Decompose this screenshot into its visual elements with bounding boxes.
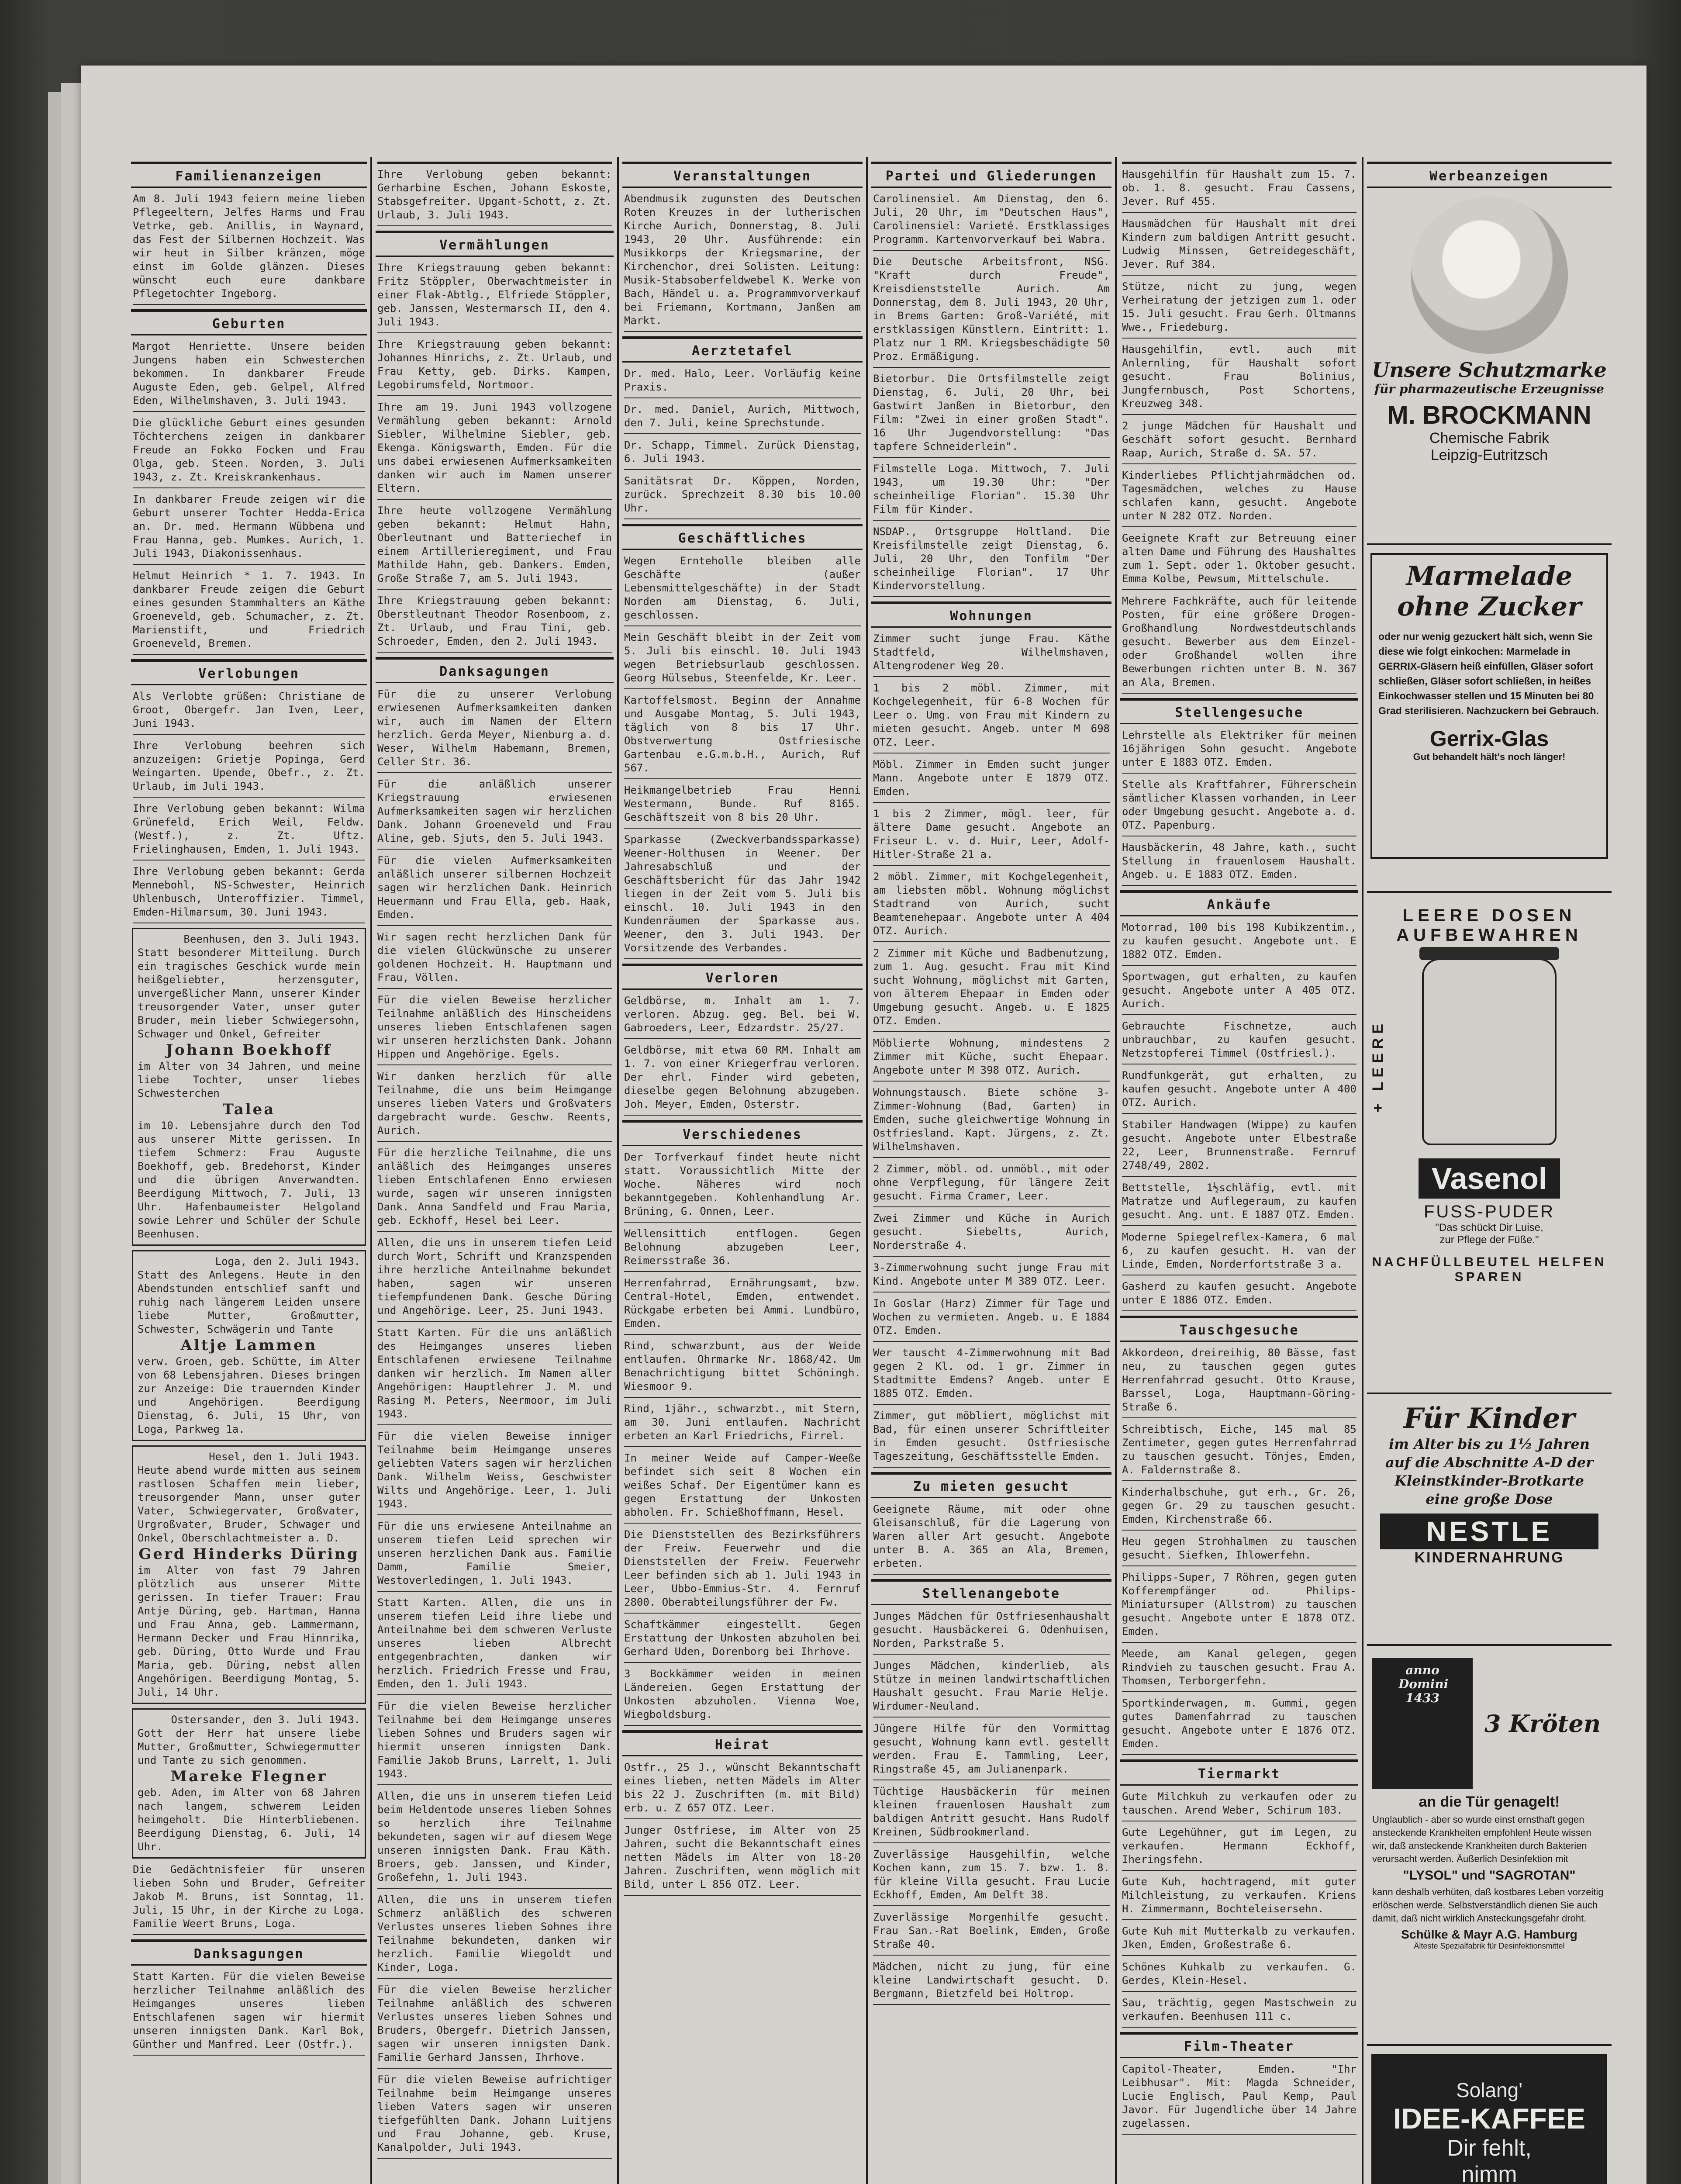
vasenol-brand: Vasenol — [1419, 1158, 1560, 1199]
gerrix-frame — [1370, 553, 1608, 859]
vasenol-product: FUSS-PUDER — [1423, 1202, 1555, 1221]
vasenol-ad — [1367, 906, 1612, 1394]
column-rule — [866, 157, 868, 2184]
section-heading: Stellenangebote — [871, 1579, 1111, 1605]
brockmann-name: M. BROCKMANN — [1387, 401, 1591, 429]
ad-item: Capitol-Theater, Emden. "Ihr Leibhusar". Mit: Magda Schneider, Lucie Englisch, Paul Kemp, Paul Javor. Für Jugendliche über 14 Jahre zugelassen. — [1122, 2063, 1357, 2135]
ad-item: Möbl. Zimmer in Emden sucht junger Mann. Angebote unter E 1879 OTZ. Emden. — [873, 758, 1110, 803]
ad-item: Die Gedächtnisfeier für unseren lieben Sohn und Bruder, Gefreiter Jakob M. Bruns, ist Sonntag, 11. Juli, 15 Uhr, in der Kirche zu Loga. Familie Weert Bruns, Loga. — [133, 1863, 365, 1935]
section-heading: Aerztetafel — [622, 336, 863, 363]
lysol-ad — [1367, 1654, 1612, 2046]
ad-item: Hausmädchen für Haushalt mit drei Kindern zum baldigen Antritt gesucht. Ludwig Minssen, Getreidegeschäft, Jever. Ruf 384. — [1122, 217, 1357, 276]
anno-domini-badge: anno Domini 1433 — [1398, 1663, 1449, 1705]
ad-item: Für die zu unserer Verlobung erwiesenen Aufmerksamkeiten danken wir, auch im Namen der Eltern herzlich. Gerda Meyer, Nienburg a. d. Weser, Wilhelm Habemann, Bremen, Celler Str. 36. — [377, 688, 612, 773]
kaffee-l1: Solang' — [1456, 2079, 1522, 2101]
ad-item: NSDAP., Ortsgruppe Holtland. Die Kreisfilmstelle zeigt Dienstag, 6. Juli, 20 Uhr, den Tonfilm "Der scheinheilige Florian". 17 Uhr Kindervorstellung. — [873, 525, 1110, 597]
column-rule — [1115, 157, 1117, 2184]
ad-item: Rind, 1jähr., schwarzbt., mit Stern, am 30. Juni entlaufen. Nachricht erbeten an Karl Friedrichs, Firrel. — [624, 1402, 861, 1447]
ad-item: Für die vielen Beweise inniger Teilnahme beim Heimgange unseres geliebten Vaters sagen wir herzlichen Dank. Wilhelm Weiss, Geschwister Wilts und Angehörige. Leer, 1. Juli 1943. — [377, 1430, 612, 1515]
obituary-name: Mareke Flegner — [170, 1768, 328, 1785]
ad-item: Sportwagen, gut erhalten, zu kaufen gesucht. Angebote unter A 405 OTZ. Aurich. — [1122, 970, 1357, 1015]
nestle-product: KINDERNAHRUNG — [1414, 1549, 1564, 1566]
obituary-dateline: Loga, den 2. Juli 1943. — [215, 1255, 360, 1268]
obituary — [132, 1708, 366, 1859]
obituary-dateline: Beenhusen, den 3. Juli 1943. — [183, 933, 360, 945]
ad-item: 2 Zimmer, möbl. od. unmöbl., mit oder ohne Verpflegung, für längere Zeit gesucht. Firma Cramer, Leer. — [873, 1162, 1110, 1207]
section-heading: Film-Theater — [1120, 2032, 1358, 2058]
ad-item: Für die vielen Beweise herzlicher Teilnahme anläßlich des Hinscheidens unseres lieben Entschlafenen sagen wir unseren herzlichsten Dank. Johann Hippen und Angehörige. Egels. — [377, 993, 612, 1065]
gerrix-title1: Marmelade — [1406, 561, 1573, 591]
ad-item: 1 bis 2 Zimmer, mögl. leer, für ältere Dame gesucht. Angebote an Friseur L. v. d. Huir, Leer, Adolf-Hitler-Straße 21 a. — [873, 807, 1110, 866]
ad-item: Statt Karten. Für die uns anläßlich des Heimganges unseres lieben Entschlafenen erwiesene Teilnahme danken wir herzlich. Im Namen aller Angehörigen: Hauptlehrer J. M. und Rasing M. Peters, Neermoor, im Juli 1943. — [377, 1326, 612, 1425]
ad-item: 2 möbl. Zimmer, mit Kochgelegenheit, am liebsten möbl. Wohnung möglichst Stadtrand von Aurich, sucht Beamtenehepaar. Angebote unter A 404 OTZ. Aurich. — [873, 870, 1110, 942]
section-heading: Partei und Gliederungen — [871, 162, 1111, 188]
ad-item: In meiner Weide auf Camper-Weeße befindet sich seit 8 Wochen ein weißes Schaf. Der Eigentümer kann es gegen Erstattung der Unkosten abholen. Fr. Schießhoffmann, Hesel. — [624, 1451, 861, 1524]
gerrix-brand: Gerrix-Glas — [1429, 726, 1549, 751]
ad-item: Zimmer, gut möbliert, möglichst mit Bad, für einen unserer Schriftleiter in Emden gesucht. Ostfriesische Tageszeitung, Geschäftsstelle Emden. — [873, 1409, 1110, 1468]
ad-item: Für die vielen Beweise aufrichtiger Teilnahme beim Heimgange unseres lieben Vaters sagen wir unseren tiefgefühlten Dank. Johann Luitjens und Frau Johanne, geb. Kruse, Kanalpolder, Juli 1943. — [377, 2073, 612, 2159]
section-heading: Veranstaltungen — [622, 162, 863, 188]
ad-item: Ostfr., 25 J., wünscht Bekanntschaft eines lieben, netten Mädels im Alter bis 22 J. Zuschriften (m. mit Bild) erb. u. Z 657 OTZ. Leer. — [624, 1761, 861, 1819]
ad-item: 2 Zimmer mit Küche und Badbenutzung, zum 1. Aug. gesucht. Frau mit Kind sucht Wohnung, möglichst mit Garten, von älterem Ehepaar in Emden oder Umgebung gesucht. Angeb. u. E 1825 OTZ. Emden. — [873, 947, 1110, 1032]
ad-item: Meede, am Kanal gelegen, gegen Rindvieh zu tauschen gesucht. Frau A. Thomsen, Terborgerfehn. — [1122, 1647, 1357, 1692]
ad-item: Ihre Kriegstrauung geben bekannt: Johannes Hinrichs, z. Zt. Urlaub, und Frau Ketty, geb. Dirks. Kampen, Legobirumsfeld, Nortmoor. — [377, 338, 612, 396]
column-5 — [1120, 157, 1358, 2184]
ad-item: Sanitätsrat Dr. Köppen, Norden, zurück. Sprechzeit 8.30 bis 10.00 Uhr. — [624, 474, 861, 519]
door-with-toads-icon — [1372, 1658, 1473, 1789]
obituary-dateline: Ostersander, den 3. Juli 1943. — [171, 1714, 360, 1726]
ad-item: Hausgehilfin für Haushalt zum 15. 7. ob. 1. 8. gesucht. Frau Cassens, Jever. Ruf 455. — [1122, 162, 1357, 213]
ad-item: Die Deutsche Arbeitsfront, NSG. "Kraft durch Freude", Kreisdienststelle Aurich. Am Donnerstag, dem 8. Juli 1943, 20 Uhr, in Brems Garten: Groß-Variété, mit erstklassigen Künstlern. Eintritt: 1. Platz nur 1 RM. Kriegsbeschädigte 50 Proz. Ermäßigung. — [873, 255, 1110, 368]
section-heading: Vermählungen — [376, 231, 614, 257]
ad-item: Heikmangelbetrieb Frau Henni Westermann, Bunde. Ruf 8165. Geschäftszeit von 8 bis 20 Uhr. — [624, 784, 861, 829]
ad-item: Helmut Heinrich * 1. 7. 1943. In dankbarer Freude zeigen die Geburt eines gesunden Stammhalters an Käthe Groeneveld, geb. Schumacher, z. Zt. Marienstift, und Friedrich Groeneveld, Bremen. — [133, 569, 365, 655]
ad-item: Für die vielen Aufmerksamkeiten anläßlich unserer silbernen Hochzeit sagen wir herzlichen Dank. Heinrich Heuermann und Frau Ella, geb. Haak, Emden. — [377, 854, 612, 926]
ad-item: Bettstelle, 1½schläfig, evtl. mit Matratze und Auflegeraum, zu kaufen gesucht. Ang. unt. E 1887 OTZ. Emden. — [1122, 1181, 1357, 1226]
ad-item: Geldbörse, m. Inhalt am 1. 7. verloren. Abzug. geg. Bel. bei W. Gabroeders, Leer, Edzardstr. 25/27. — [624, 994, 861, 1039]
ad-item: 1 bis 2 möbl. Zimmer, mit Kochgelegenheit, für 6-8 Wochen für Leer o. Umg. von Frau mit Kindern zu mieten gesucht. Angeb. unter M 698 OTZ. Leer. — [873, 681, 1110, 753]
ad-item: Zuverlässige Morgenhilfe gesucht. Frau San.-Rat Boelink, Emden, Große Straße 40. — [873, 1911, 1110, 1956]
newspaper-page — [81, 66, 1646, 2184]
vasenol-ring-top: LEERE DOSEN AUFBEWAHREN — [1396, 906, 1582, 945]
section-heading: Verlobungen — [131, 659, 367, 685]
obituary-name: Johann Boekhoff — [166, 1041, 332, 1059]
lady-with-tin-icon — [1422, 958, 1557, 1145]
brockmann-sub: für pharmazeutische Erzeugnisse — [1374, 382, 1604, 396]
ad-item: Ihre Kriegstrauung geben bekannt: Fritz Stöppler, Oberwachtmeister in einer Flak-Abtlg., Elfriede Stöppler, geb. Janssen, Westermarsch II, den 4. Juli 1943. — [377, 261, 612, 333]
ad-item: Gute Legehühner, gut im Legen, zu verkaufen. Hermann Eckhoff, Iheringsfehn. — [1122, 1826, 1357, 1871]
obituary-text: Statt des Anlegens. Heute in den Abendstunden entschlief sanft und ruhig nach längerem Leiden unsere liebe Mutter, Großmutter, Schwester, Schwägerin und Tante — [138, 1269, 360, 1335]
ad-item: Die glückliche Geburt eines gesunden Töchterchens zeigen in dankbarer Freude an Fokko Focken und Frau Olga, geb. Steen. Norden, 3. Juli 1943, z. Zt. Kreiskrankenhaus. — [133, 416, 365, 488]
ad-item: Wir sagen recht herzlichen Dank für die vielen Glückwünsche zu unserer goldenen Hochzeit. H. Hauptmann und Frau, Völlen. — [377, 930, 612, 989]
section-heading: Verschiedenes — [622, 1120, 863, 1146]
lysol-body: Unglaublich - aber so wurde einst ernsthaft gegen ansteckende Krankheiten empfohlen! Heute wissen wir, daß ansteckende Krankheiten durch Bakterien verursacht werden. Äußerlich Desinfektion mit — [1372, 1814, 1591, 1864]
obituary — [132, 928, 366, 1246]
ad-item: 3 Bockkämmer weiden in meinen Ländereien. Gegen Erstattung der Unkosten abzuholen. Vienna Woe, Wiegboldsburg. — [624, 1667, 861, 1726]
vasenol-tag2: zur Pflege der Füße." — [1439, 1234, 1539, 1246]
ad-item: Als Verlobte grüßen: Christiane de Groot, Obergefr. Jan Iven, Leer, Juni 1943. — [133, 690, 365, 735]
ad-item: Stabiler Handwagen (Wippe) zu kaufen gesucht. Angebote unter Elbestraße 22, Leer, Brunnenstraße. Fernruf 2748/49, 2802. — [1122, 1118, 1357, 1177]
ad-item: Allen, die uns in unserem tiefen Leid durch Wort, Schrift und Kranzspenden ihre herzliche Anteilnahme bekundet haben, sagen wir unseren tiefempfundenen Dank. Gesche Düring und Angehörige. Leer, 25. Juni 1943. — [377, 1236, 612, 1322]
section-heading: Ankäufe — [1120, 890, 1358, 916]
ad-item: Zimmer sucht junge Frau. Käthe Stadtfeld, Wilhelmshaven, Altengrodener Weg 20. — [873, 632, 1110, 677]
ad-item: Die Dienststellen des Bezirksführers der Freiw. Feuerwehr und die Dienststellen der Freiw. Feuerwehr Leer befinden sich ab 1. Juli 1943 in Leer, Ubbo-Emmius-Str. 4. Fernruf 2800. Oberabteilungsführer der Fw. — [624, 1528, 861, 1614]
obituary-name: Altje Lammen — [180, 1337, 318, 1354]
nestle-brand: NESTLE — [1380, 1514, 1598, 1549]
ad-item: Ihre Kriegstrauung geben bekannt: Oberstleutnant Theodor Rosenboom, z. Zt. Urlaub, und Frau Tini, geb. Schroeder, Emden, den 2. Juli 1943. — [377, 594, 612, 653]
obituary — [132, 1250, 366, 1441]
ad-item: Allen, die uns in unserem tiefen Schmerz anläßlich des schweren Verlustes unseres lieben Sohnes ihre Teilnahme bekundeten, danken wir herzlich. Familie Wiegoldt und Kinder, Loga. — [377, 1893, 612, 1979]
ad-item: Hausbäckerin, 48 Jahre, kath., sucht Stellung in frauenlosem Haushalt. Angeb. u. E 1883 OTZ. Emden. — [1122, 841, 1357, 886]
ad-item: Motorrad, 100 bis 198 Kubikzentim., zu kaufen gesucht. Angebote unt. E 1882 OTZ. Emden. — [1122, 921, 1357, 966]
ad-item: Wellensittich entflogen. Gegen Belohnung abzugeben Leer, Reimersstraße 36. — [624, 1227, 861, 1272]
kaffee-l3: Dir fehlt, — [1447, 2136, 1532, 2161]
lysol-body2: kann deshalb verhüten, daß kostbares Leben vorzeitig erlöschen werde. Selbstverständlich dienen Sie auch damit, daß nicht wirklich Ansteckungsgefahr droht. — [1372, 1887, 1604, 1924]
ad-item: Margot Henriette. Unsere beiden Jungens haben ein Schwesterchen bekommen. In dankbarer Freude Auguste Eden, geb. Gelpel, Alfred Eden, Wilhelmshaven, 3. Juli 1943. — [133, 340, 365, 412]
ad-item: Ihre Verlobung beehren sich anzuzeigen: Grietje Popinga, Gerd Weingarten. Upende, Obefr., z. Zt. Urlaub, im Juli 1943. — [133, 739, 365, 798]
ad-item: Stütze, nicht zu jung, wegen Verheiratung der jetzigen zum 1. oder 15. Juli gesucht. Frau Gerh. Oltmanns Wwe., Friedeburg. — [1122, 280, 1357, 339]
section-heading: Tauschgesuche — [1120, 1316, 1358, 1342]
section-heading: Danksagungen — [376, 657, 614, 683]
ad-item: Dr. med. Daniel, Aurich, Mittwoch, den 7. Juli, keine Sprechstunde. — [624, 403, 861, 434]
ad-item: Tüchtige Hausbäckerin für meinen kleinen frauenlosen Haushalt zum baldigen Antritt gesucht. Hans Rudolf Kreinen, Südbrookmerland. — [873, 1785, 1110, 1843]
ad-item: Junges Mädchen, kinderlieb, als Stütze in meinen landwirtschaftlichen Haushalt gesucht. Frau Marie Helje. Wirdumer-Neuland. — [873, 1659, 1110, 1717]
ad-item: Zuverlässige Hausgehilfin, welche Kochen kann, zum 15. 7. bzw. 1. 8. für kleine Villa gesucht. Frau Lucie Eckhoff, Emden, Am Delft 38. — [873, 1848, 1110, 1906]
ad-item: Hausgehilfin, evtl. auch mit Anlernling, für Haushalt sofort gesucht. Frau Bolinius, Jungfernbusch, Post Schortens, Kreuzweg 348. — [1122, 343, 1357, 415]
ad-item: Rind, schwarzbunt, aus der Weide entlaufen. Ohrmarke Nr. 1868/42. Um Benachrichtigung bittet Schöningh. Wiesmoor 9. — [624, 1339, 861, 1398]
section-heading: Stellengesuche — [1120, 698, 1358, 724]
ad-item: Geeignete Räume, mit oder ohne Gleisanschluß, für die Lagerung von Waren aller Art gesucht. Angebote unter B. A. 365 an Ala, Bremen, erbeten. — [873, 1503, 1110, 1575]
ad-item: Ihre am 19. Juni 1943 vollzogene Vermählung geben bekannt: Arnold Siebler, Wilhelmine Siebler, geb. Ekenga. Königswarth, Emden. Für die uns dabei erwiesenen Aufmerksamkeiten danken wir auch im Namen unserer Eltern. — [377, 401, 612, 500]
obituary-dateline: Hesel, den 1. Juli 1943. — [209, 1451, 360, 1463]
ad-item: Heu gegen Strohhalmen zu tauschen gesucht. Siefken, Ihlowerfehn. — [1122, 1535, 1357, 1566]
obituary-text: Statt besonderer Mitteilung. Durch ein tragisches Geschick wurde mein heißgeliebter, herzensguter, unvergeßlicher Mann, unserer Kinder treusorgender Vater, unser guter Bruder, mein lieber Schwiegersohn, Schwager und Onkel, Gefreiter — [138, 947, 360, 1040]
ad-item: Allen, die uns in unserem tiefen Leid beim Heldentode unseres lieben Sohnes so herzlich ihre Teilnahme bekundeten, sagen wir auf diesem Wege unseren innigsten Dank. Frau Käth. Broers, geb. Janssen, und Kinder, Großefehn, 1. Juli 1943. — [377, 1790, 612, 1889]
ad-item: Mein Geschäft bleibt in der Zeit vom 5. Juli bis einschl. 10. Juli 1943 wegen Betriebsurlaub geschlossen. Georg Hülsebus, Steenfelde, Kr. Leer. — [624, 631, 861, 689]
obituary-name: Gerd Hinderks Düring — [138, 1545, 359, 1563]
ad-item: Sau, trächtig, gegen Mastschwein zu verkaufen. Beenhusen 111 c. — [1122, 1996, 1357, 2028]
obituary-text: verw. Groen, geb. Schütte, im Alter von 68 Lebensjahren. Dieses bringen zur Anzeige: Die trauernden Kinder und Angehörigen. Beerdigung Dienstag, 6. Juli, 15 Uhr, von Loga, Parkweg 1a. — [138, 1355, 360, 1435]
ad-item: Gute Kuh, hochtragend, mit guter Milchleistung, zu verkaufen. Kriens H. Zimmermann, Bochteleisersehn. — [1122, 1875, 1357, 1920]
ad-item: Gute Milchkuh zu verkaufen oder zu tauschen. Arend Weber, Schirum 103. — [1122, 1790, 1357, 1821]
gerrix-ad — [1367, 553, 1612, 893]
obituary-text: im Alter von 34 Jahren, und meine liebe Tochter, unser liebes Schwesterchen — [138, 1060, 360, 1099]
obituary-text: Heute abend wurde mitten aus seinem rastlosen Schaffen mein lieber, treusorgender Mann, unser guter Vater, Schwiegervater, Großvater, Urgroßvater, Bruder, Schwager und Onkel, Oberschlachtmeister a. D. — [138, 1464, 360, 1544]
section-heading: Geschäftliches — [622, 524, 863, 550]
ad-item: Filmstelle Loga. Mittwoch, 7. Juli 1943, um 19.30 Uhr: "Der scheinheilige Florian". 15.30 Uhr Film für Kinder. — [873, 462, 1110, 521]
section-heading: Verloren — [622, 964, 863, 990]
ad-item: 2 junge Mädchen für Haushalt und Geschäft sofort gesucht. Bernhard Raap, Aurich, Straße d. SA. 57. — [1122, 419, 1357, 464]
gerrix-body: oder nur wenig gezuckert hält sich, wenn Sie diese wie folgt einkochen: Marmelade in GERRIX-Gläsern heiß einfüllen, Gläser sofort schließen, Gläser sofort schließen, in heißes Einkochwasser stellen und 15 Minuten bei 80 Grad sterilisieren. Nachzuckern bei Gebrauch. — [1378, 631, 1599, 716]
kaffee-l2: IDEE-KAFFEE — [1393, 2102, 1586, 2135]
column-rule — [617, 157, 619, 2184]
nestle-ad — [1367, 1402, 1612, 1646]
ad-item: Gasherd zu kaufen gesucht. Angebote unter E 1886 OTZ. Emden. — [1122, 1280, 1357, 1311]
ad-item: Mehrere Fachkräfte, auch für leitende Posten, für eine größere Drogen-Großhandlung Nordwestdeutschlands gesucht. Bewerber aus dem Einzel- oder Großhandel wollen ihre Bewerbungen richten unter B. N. 367 an Ala, Bremen. — [1122, 594, 1357, 694]
ad-item: Stelle als Kraftfahrer, Führerschein sämtlicher Klassen vorhanden, in Leer oder Umgebung gesucht. Angebote a. d. OTZ. Papenburg. — [1122, 778, 1357, 836]
brockmann-script: Unsere Schutzmarke — [1372, 358, 1607, 382]
obituary-text: Gott der Herr hat unsere liebe Mutter, Großmutter, Schwiegermutter und Tante zu sich genommen. — [138, 1727, 360, 1766]
brockmann-ad — [1367, 197, 1612, 545]
column-rule — [1362, 157, 1363, 2184]
ad-item: Geldbörse, mit etwa 60 RM. Inhalt am 1. 7. von einer Kriegerfrau verloren. Der ehrl. Finder wird gebeten, dieselbe gegen Belohnung abzugeben. Joh. Meyer, Emden, Osterstr. — [624, 1044, 861, 1116]
section-heading: Danksagungen — [131, 1939, 367, 1966]
lysol-company2: Älteste Spezialfabrik für Desinfektionsmittel — [1414, 1942, 1565, 1950]
column-4 — [871, 157, 1111, 2184]
section-heading: Geburten — [131, 309, 367, 335]
vasenol-ring-left: + LEERE — [1370, 1019, 1386, 1113]
obituary-text: im Alter von fast 79 Jahren plötzlich aus unserer Mitte gerissen. In tiefer Trauer: Frau Antje Düring, geb. Hartman, Hanna und Frau Anna, geb. Lammermann, Hermann Decker und Frau Hinnrika, geb. Düring, Otto Wurde und Frau Maria, geb. Düring, nebst allen Angehörigen. Beerdigung Montag, 5. Juli, 14 Uhr. — [138, 1564, 360, 1698]
ad-item: Dr. Schapp, Timmel. Zurück Dienstag, 6. Juli 1943. — [624, 439, 861, 470]
ad-item: Jüngere Hilfe für den Vormittag gesucht, Wohnung kann evtl. gestellt werden. Frau E. Tammling, Leer, Ringstraße 45, am Julianenpark. — [873, 1722, 1110, 1780]
obituary-text: im 10. Lebensjahre durch den Tod aus unserer Mitte gerissen. In tiefem Schmerz: Frau Auguste Boekhoff, geb. Bredehorst, Kinder und die übrigen Anverwandten. Beerdigung Mittwoch, 7. Juli, 13 Uhr. Hafenbaumeister Helgoland sowie Lehrer und Schüler der Schule Beenhusen. — [138, 1120, 360, 1240]
ad-item: Ihre Verlobung geben bekannt: Wilma Grünefeld, Erich Weil, Feldw. (Westf.), z. Zt. Uftz. Frielinghausen, Emden, 1. Juli 1943. — [133, 802, 365, 860]
column-rule — [370, 157, 372, 2184]
ad-item: Ihre Verlobung geben bekannt: Gerda Mennebohl, NS-Schwester, Heinrich Uhlenbusch, Unteroffizier. Timmel, Emden-Hilmarsum, 30. Juni 1943. — [133, 865, 365, 923]
ad-item: Für die herzliche Teilnahme, die uns anläßlich des Heimganges unseres lieben Entschlafenen Enno erwiesen wurde, sagen wir unseren innigsten Dank. Anna Sandfeld und Frau Maria, geb. Eckhoff, Hesel bei Leer. — [377, 1146, 612, 1232]
section-heading: Wohnungen — [871, 601, 1111, 628]
ad-item: Für die vielen Beweise herzlicher Teilnahme bei dem Heimgange unseres lieben Sohnes und Bruders sagen wir hiermit unseren innigsten Dank. Familie Jakob Bruns, Larrelt, 1. Juli 1943. — [377, 1700, 612, 1785]
ad-item: Herrenfahrrad, Ernährungsamt, bzw. Central-Hotel, Emden, entwendet. Rückgabe erbeten bei Ammi. Lundbüro, Emden. — [624, 1276, 861, 1335]
baby-portrait-icon — [1411, 197, 1568, 354]
ad-item: In Goslar (Harz) Zimmer für Tage und Wochen zu vermieten. Angeb. u. E 1884 OTZ. Emden. — [873, 1297, 1110, 1342]
ad-item: Junger Ostfriese, im Alter von 25 Jahren, sucht die Bekanntschaft eines netten Mädels im Alter von 18-20 Jahren. Zuschriften, wenn möglich mit Bild, unter L 856 OTZ. Leer. — [624, 1824, 861, 1896]
ad-item: Dr. med. Halo, Leer. Vorläufig keine Praxis. — [624, 367, 861, 398]
ad-item: Ihre Verlobung geben bekannt: Gerharbine Eschen, Johann Eskoste, Stabsgefreiter. Upgant-Schott, z. Zt. Urlaub, 3. Juli 1943. — [377, 162, 612, 226]
ad-item: Moderne Spiegelreflex-Kamera, 6 mal 6, zu kaufen gesucht. H. van der Linde, Emden, Norderfortstraße 3 a. — [1122, 1230, 1357, 1275]
ad-item: Gute Kuh mit Mutterkalb zu verkaufen. Jken, Emden, Großestraße 6. — [1122, 1925, 1357, 1956]
ad-item: Schreibtisch, Eiche, 145 mal 85 Zentimeter, gegen gutes Herrenfahrrad zu tauschen gesucht. Tönjes, Emden, A. Faldernstraße 8. — [1122, 1423, 1357, 1481]
section-heading: Heirat — [622, 1730, 863, 1756]
ad-item: Möblierte Wohnung, mindestens 2 Zimmer mit Küche, sucht Ehepaar. Angebote unter M 398 OTZ. Aurich. — [873, 1037, 1110, 1082]
kroten-title: 3 Kröten — [1484, 1710, 1601, 1738]
ad-item: Carolinensiel. Am Dienstag, den 6. Juli, 20 Uhr, im "Deutschen Haus", Carolinensiel: Varieté. Erstklassiges Programm. Kartenvorverkauf bei Wabra. — [873, 192, 1110, 251]
ad-item: Lehrstelle als Elektriker für meinen 16jährigen Sohn gesucht. Angebote unter E 1883 OTZ. Emden. — [1122, 729, 1357, 774]
lysol-company: Schülke & Mayr A.G. Hamburg — [1401, 1928, 1577, 1941]
ad-item: Philipps-Super, 7 Röhren, gegen guten Kofferempfänger od. Philips-Miniatursuper (Allstrom) zu tauschen gesucht. Angebote unter E 1878 OTZ. Emden. — [1122, 1571, 1357, 1643]
section-heading: Familienanzeigen — [131, 162, 367, 188]
column-2 — [376, 157, 614, 2184]
ad-item: In dankbarer Freude zeigen wir die Geburt unserer Tochter Hedda-Erica an. Dr. med. Hermann Wübbena und Frau Hanna, geb. Mumkes. Aurich, 1. Juli 1943, Diakonissenhaus. — [133, 493, 365, 565]
ad-item: Sportkinderwagen, m. Gummi, gegen gutes Damenfahrrad zu tauschen gesucht. Angebote unter E 1876 OTZ. Emden. — [1122, 1697, 1357, 1755]
ad-item: Junges Mädchen für Ostfriesenhaushalt gesucht. Hausbäckerei G. Odenhuisen, Norden, Parkstraße 5. — [873, 1610, 1110, 1655]
obituary — [132, 1445, 366, 1704]
column-3 — [622, 157, 863, 2184]
ad-item: Kinderhalbschuhe, gut erh., Gr. 26, gegen Gr. 29 zu tauschen gesucht. Emden, Kirchenstraße 66. — [1122, 1486, 1357, 1531]
obituary-text: geb. Aden, im Alter von 68 Jahren nach langem, schwerem Leiden heimgeholt. Die Hinterbliebenen. Beerdigung Dienstag, 6. Juli, 14 Uhr. — [138, 1787, 360, 1853]
vasenol-tag1: "Das schückt Dir Luise, — [1435, 1222, 1543, 1234]
ad-item: Statt Karten. Für die vielen Beweise herzlicher Teilnahme anläßlich des Heimganges unseres lieben Entschlafenen sagen wir hiermit unseren innigsten Dank. Karl Bok, Günther und Manfred. Leer (Ostfr.). — [133, 1970, 365, 2056]
ad-item: Akkordeon, dreireihig, 80 Bässe, fast neu, zu tauschen gegen gutes Herrenfahrrad gesucht. Otto Krause, Barssel, Loga, Hauptmann-Göring-Straße 6. — [1122, 1346, 1357, 1418]
gerrix-tag: Gut behandelt hält's noch länger! — [1413, 751, 1566, 762]
vasenol-ring-bottom: NACHFÜLLBEUTEL HELFEN SPAREN — [1372, 1255, 1607, 1284]
kaffee-l4: nimm — [1461, 2162, 1517, 2184]
ad-item: Gebrauchte Fischnetze, auch unbrauchbar, zu kaufen gesucht. Netzstopferei Timmel (Ostfriesl.). — [1122, 1019, 1357, 1064]
ad-item: Abendmusik zugunsten des Deutschen Roten Kreuzes in der lutherischen Kirche Aurich, Donnerstag, 8. Juli 1943, 20 Uhr. Ausführende: ein Musikkorps der Kriegsmarine, der Kirchenchor, drei Solisten. Leitung: Musik-Stabsoberfeldwebel K. Werke von Bach, Händel u. a. Programmvorverkauf bei Friemann, Kortmann, Janßen am Markt. — [624, 192, 861, 332]
section-heading: Werbeanzeigen — [1367, 162, 1612, 188]
ad-item: Statt Karten. Allen, die uns in unserem tiefen Leid ihre liebe und Anteilnahme bei dem schweren Verluste unseres lieben Albrecht entgegenbrachten, danken wir herzlich. Friedrich Fresse und Frau, Emden, den 1. Juli 1943. — [377, 1596, 612, 1695]
nestle-line2: im Alter bis zu 1½ Jahren auf die Abschnitte A-D der Kleinstkinder-Brotkarte eine große Dose — [1385, 1436, 1593, 1507]
ad-item: Wohnungstausch. Biete schöne 3-Zimmer-Wohnung (Bad, Garten) in Emden, suche gleichwertige Wohnung in Ostfriesland. Kapt. Jürgens, z. Zt. Wilhelmshaven. — [873, 1086, 1110, 1158]
ad-item: Kartoffelsmost. Beginn der Annahme und Ausgabe Montag, 5. Juli 1943, täglich von 8 bis 17 Uhr. Obstverwertung Ostfriesische Gartenbau e.G.m.b.H., Aurich, Ruf 567. — [624, 694, 861, 779]
ad-item: Am 8. Juli 1943 feiern meine lieben Pflegeeltern, Jelfes Harms und Frau Vetrke, geb. Anillis, in Waynard, das Fest der Silbernen Hochzeit. Was wir heut in Silber kränzen, möge einst im Golde glänzen. Dieses wünscht euch eure dankbare Pflegetochter Ingeborg. — [133, 192, 365, 305]
lysol-headline: an die Tür genagelt! — [1419, 1794, 1560, 1810]
ad-item: Für die uns erwiesene Anteilnahme an unserem tiefen Leid sprechen wir unseren herzlichen Dank aus. Familie Damm, Familie Smeier, Westoverledingen, 1. Juli 1943. — [377, 1520, 612, 1592]
section-heading: Zu mieten gesucht — [871, 1472, 1111, 1498]
brockmann-line2: Leipzig-Eutritzsch — [1430, 447, 1548, 463]
lysol-brands: "LYSOL" und "SAGROTAN" — [1403, 1868, 1576, 1883]
ad-item: Rundfunkgerät, gut erhalten, zu kaufen gesucht. Angebote unter A 400 OTZ. Aurich. — [1122, 1069, 1357, 1114]
brockmann-line1: Chemische Fabrik — [1429, 430, 1549, 446]
kaffee-ad — [1371, 2054, 1607, 2184]
gerrix-title2: ohne Zucker — [1397, 591, 1581, 622]
ad-item: Mädchen, nicht zu jung, für eine kleine Landwirtschaft gesucht. D. Bergmann, Bietzfeld bei Holtrop. — [873, 1960, 1110, 2005]
ad-item: 3-Zimmerwohnung sucht junge Frau mit Kind. Angebote unter M 389 OTZ. Leer. — [873, 1261, 1110, 1292]
nestle-line1: Für Kinder — [1403, 1402, 1575, 1435]
ad-item: Kinderliebes Pflichtjahrmädchen od. Tagesmädchen, welches zu Hause schlafen kann, gesucht. Angebote unter N 282 OTZ. Norden. — [1122, 469, 1357, 527]
column-1 — [131, 157, 367, 2184]
ad-item: Sparkasse (Zweckverbandssparkasse) Weener-Holthusen in Weener. Der Jahresabschluß und der Geschäftsbericht für das Jahr 1942 liegen in der Zeit vom 5. Juli bis einschl. 10. Juli 1943 in den Kundenräumen der Sparkasse aus. Weener, den 3. Juli 1943. Der Vorsitzende des Verbandes. — [624, 833, 861, 959]
ad-item: Bietorbur. Die Ortsfilmstelle zeigt Dienstag, 6. Juli, 20 Uhr, bei Gastwirt Janßen in Bietorbur, den Film: "Zwei in einer großen Stadt". 16 Uhr Jugendvorstellung: "Das tapfere Schneiderlein". — [873, 372, 1110, 458]
ad-item: Wegen Ernteholle bleiben alle Geschäfte (außer Lebensmittelgeschäfte) in der Stadt Norden am Dienstag, 6. Juli, geschlossen. — [624, 554, 861, 626]
section-heading: Tiermarkt — [1120, 1759, 1358, 1786]
ad-item: Wir danken herzlich für alle Teilnahme, die uns beim Heimgange unseres lieben Vaters und Großvaters dargebracht wurde. Geschw. Reents, Aurich. — [377, 1070, 612, 1142]
ad-item: Für die vielen Beweise herzlicher Teilnahme anläßlich des schweren Verlustes unseres lieben Sohnes und Bruders, Obergefr. Dietrich Janssen, sagen wir unseren innigsten Dank. Familie Gerhard Janssen, Ihrhove. — [377, 1983, 612, 2069]
ad-item: Schaftkämmer eingestellt. Gegen Erstattung der Unkosten abzuholen bei Gerhard Uden, Dorenborg bei Ihrhove. — [624, 1618, 861, 1663]
ad-item: Der Torfverkauf findet heute nicht statt. Voraussichtlich Mitte der Woche. Näheres wird noch bekanntgegeben. Kohlenhandlung Ar. Brüning, G. Onnen, Leer. — [624, 1151, 861, 1223]
obituary-name: Talea — [222, 1101, 276, 1118]
ad-item: Wer tauscht 4-Zimmerwohnung mit Bad gegen 2 Kl. od. 1 gr. Zimmer in Stadtmitte Emdens? Angeb. unter E 1885 OTZ. Emden. — [873, 1346, 1110, 1405]
column-ads — [1367, 157, 1612, 2184]
ad-item: Zwei Zimmer und Küche in Aurich gesucht. Siebelts, Aurich, Norderstraße 4. — [873, 1212, 1110, 1257]
ad-item: Ihre heute vollzogene Vermählung geben bekannt: Helmut Hahn, Oberleutnant und Batteriechef in einem Artillerieregiment, und Frau Mathilde Hahn, geb. Dankers. Emden, Große Straße 7, am 5. Juli 1943. — [377, 504, 612, 590]
ad-item: Schönes Kuhkalb zu verkaufen. G. Gerdes, Klein-Hesel. — [1122, 1960, 1357, 1992]
ad-item: Für die anläßlich unserer Kriegstrauung erwiesenen Aufmerksamkeiten sagen wir herzlichen Dank. Johann Groeneveld und Frau Aline, geb. Sjuts, den 5. Juli 1943. — [377, 778, 612, 850]
ad-item: Geeignete Kraft zur Betreuung einer alten Dame und Führung des Haushaltes zum 1. Sept. oder 1. Oktober gesucht. Emma Kolbe, Pewsum, Mittelschule. — [1122, 532, 1357, 590]
